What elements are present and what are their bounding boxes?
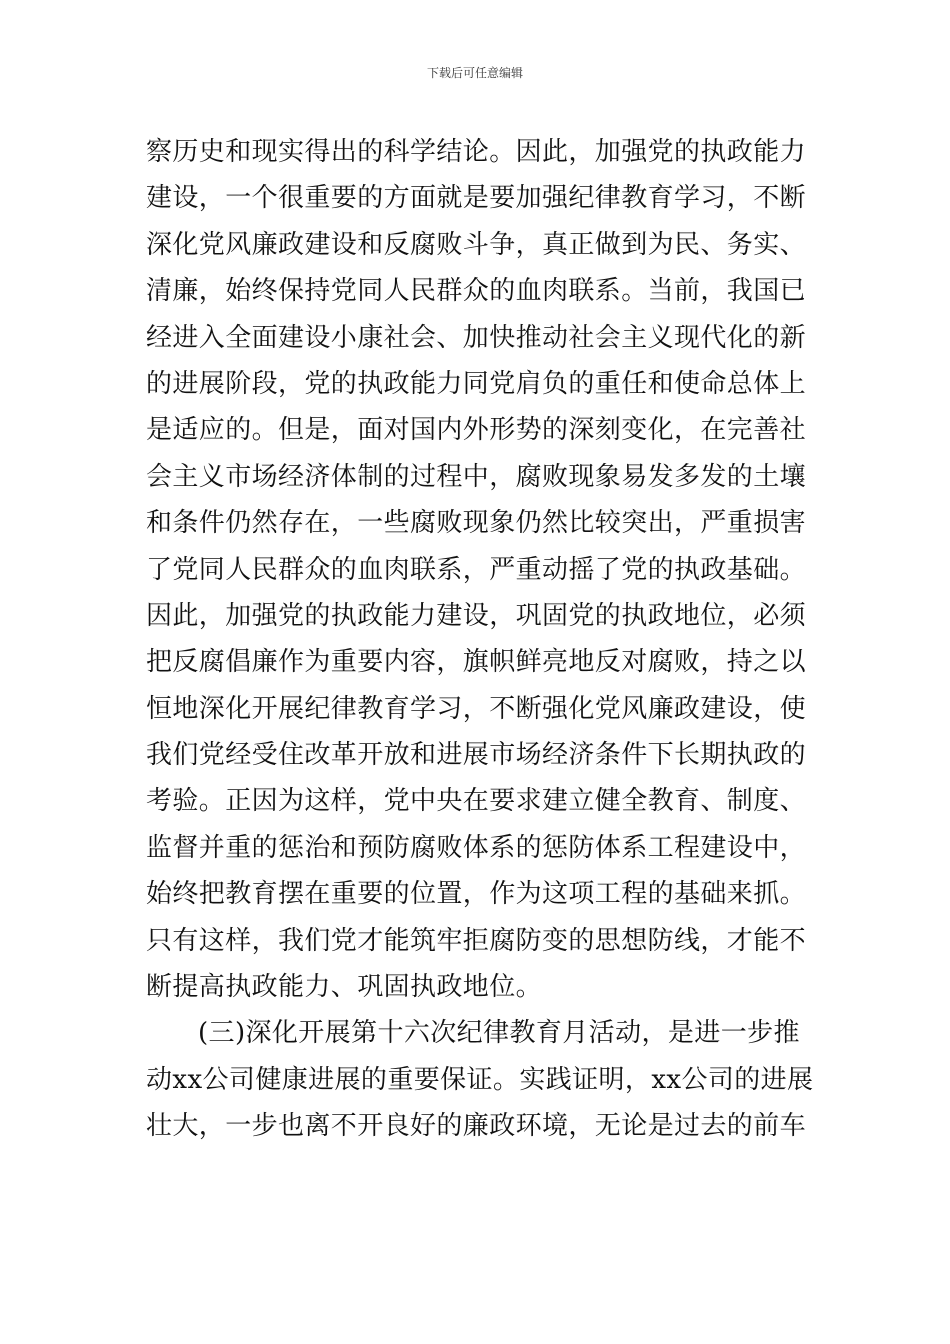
text-line: 了党同人民群众的血肉联系，严重动摇了党的执政基础。 xyxy=(146,554,807,585)
text-line: 我们党经受住改革开放和进展市场经济条件下长期执政的 xyxy=(146,740,807,771)
text-line: 和条件仍然存在，一些腐败现象仍然比较突出，严重损害 xyxy=(146,508,807,539)
text-line: 始终把教育摆在重要的位置，作为这项工程的基础来抓。 xyxy=(146,879,807,910)
text-line: 经进入全面建设小康社会、加快推动社会主义现代化的新 xyxy=(146,322,807,353)
text-line: 因此，加强党的执政能力建设，巩固党的执政地位，必须 xyxy=(146,600,807,631)
text-line: 深化党风廉政建设和反腐败斗争，真正做到为民、务实、 xyxy=(146,229,807,260)
text-line: 察历史和现实得出的科学结论。因此，加强党的执政能力 xyxy=(146,137,807,167)
text-line: 建设，一个很重要的方面就是要加强纪律教育学习，不断 xyxy=(146,183,807,214)
text-line: 恒地深化开展纪律教育学习，不断强化党风廉政建设，使 xyxy=(146,693,807,724)
text-line: 考验。正因为这样，党中央在要求建立健全教育、制度、 xyxy=(146,786,807,817)
text-line: 只有这样，我们党才能筑牢拒腐防变的思想防线，才能不 xyxy=(146,925,807,956)
text-line: 是适应的。但是，面对国内外形势的深刻变化，在完善社 xyxy=(146,415,807,446)
paragraph-start-line: (三)深化开展第十六次纪律教育月活动，是进一步推 xyxy=(198,1018,800,1049)
page-header: 下载后可任意编辑 xyxy=(426,66,523,80)
text-line: 会主义市场经济体制的过程中，腐败现象易发多发的土壤 xyxy=(146,461,807,492)
text-line: 清廉，始终保持党同人民群众的血肉联系。当前，我国已 xyxy=(146,276,807,307)
text-line: 监督并重的惩治和预防腐败体系的惩防体系工程建设中， xyxy=(146,832,807,863)
text-line: 把反腐倡廉作为重要内容，旗帜鲜亮地反对腐败，持之以 xyxy=(146,647,807,678)
document-body xyxy=(146,129,818,1150)
text-line: 壮大，一步也离不开良好的廉政环境，无论是过去的前车 xyxy=(146,1111,807,1142)
text-line: 的进展阶段，党的执政能力同党肩负的重任和使命总体上 xyxy=(146,368,807,399)
text-line: 断提高执政能力、巩固执政地位。 xyxy=(146,972,543,1003)
text-line: 动xx公司健康进展的重要保证。实践证明，xx公司的进展 xyxy=(146,1064,814,1095)
